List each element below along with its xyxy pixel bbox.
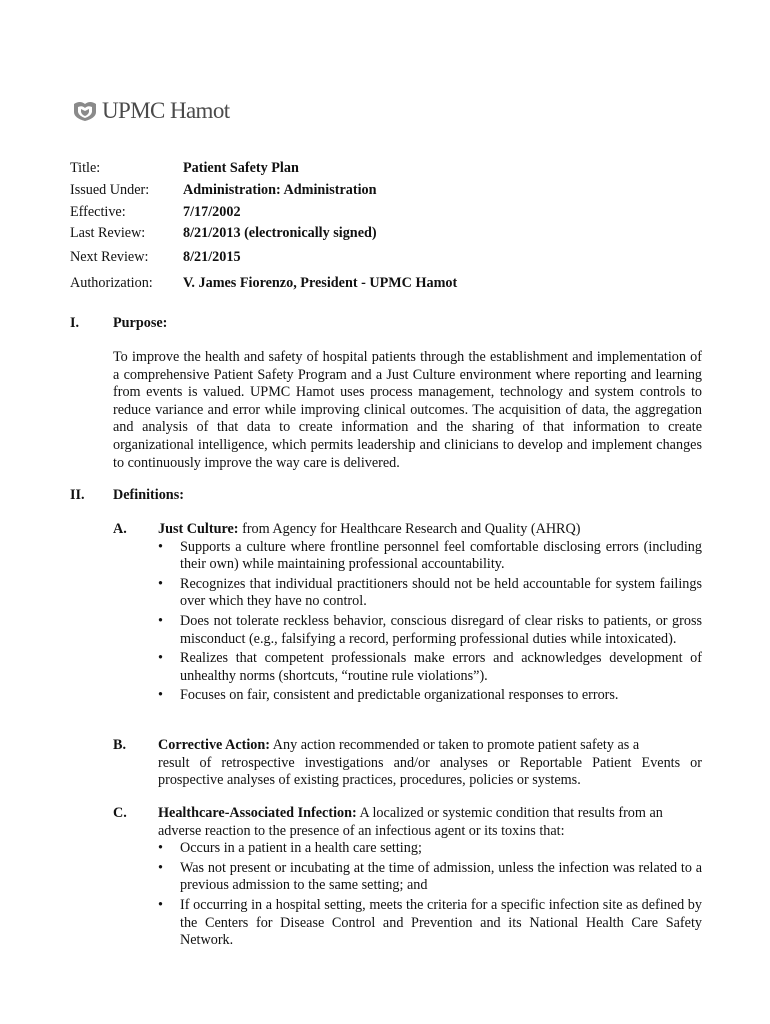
definition-just-culture: [113, 521, 702, 707]
list-item: [158, 687, 702, 705]
meta-value: Patient Safety Plan: [183, 160, 299, 176]
definition-letter: C.: [113, 805, 127, 821]
definition-letter: A.: [113, 521, 127, 537]
meta-label: Issued Under:: [70, 182, 150, 198]
list-item-text: Realizes that competent professionals make errors and acknowledges development of unhealthy norms (shortcuts, “routine rule violations”).: [180, 650, 702, 684]
bullet-icon: •: [158, 687, 163, 704]
bullet-icon: •: [158, 575, 163, 592]
purpose-paragraph: To improve the health and safety of hospital patients through the establishment and implementation of a comprehensive Patient Safety Program and a Just Culture environment where reporting and learning from events is valued. UPMC Hamot uses process management, technology and system controls to reduce variance and error while improving clinical outcomes. The acquisition of data, the aggregation and analysis of that data to create information and the sharing of that information to create organizational intelligence, which permits leadership and clinicians to develop and implement changes to continuously improve the way care is delivered.: [113, 349, 702, 471]
meta-issued-under: [70, 182, 670, 204]
list-item: [158, 840, 702, 858]
list-item-text: Supports a culture where frontline personnel feel comfortable disclosing errors (including their own) while maintaining professional accountability.: [180, 538, 702, 573]
logo-text: UPMC Hamot: [102, 98, 230, 124]
meta-next-review: [70, 249, 670, 275]
definition-heading: [113, 805, 702, 823]
logo: [72, 96, 230, 126]
meta-authorization: [70, 275, 670, 293]
list-item-text: Focuses on fair, consistent and predictable organizational responses to errors.: [180, 687, 619, 704]
list-item: [158, 897, 702, 950]
bullet-icon: •: [158, 840, 163, 857]
section-title: Purpose:: [113, 315, 168, 331]
bullet-icon: •: [158, 650, 163, 667]
definition-term: Corrective Action:: [158, 737, 271, 753]
meta-value: V. James Fiorenzo, President - UPMC Hamot: [183, 275, 458, 291]
definition-healthcare-associated-infection: [113, 805, 702, 952]
definition-corrective-action: [113, 737, 702, 790]
definition-lead-text: from Agency for Healthcare Research and Quality (AHRQ): [238, 521, 581, 537]
list-item-text: If occurring in a hospital setting, meets the criteria for a specific infection site as defined by the Centers for Disease Control and Prevention and its National Health Care Safety Network.: [180, 896, 702, 949]
bullet-icon: •: [158, 859, 163, 876]
bullet-icon: •: [158, 612, 163, 629]
meta-label: Last Review:: [70, 225, 146, 241]
definition-lead: [158, 737, 702, 755]
meta-value: 7/17/2002: [183, 204, 241, 220]
definition-lead-text: Any action recommended or taken to promote patient safety as a: [270, 737, 640, 753]
bullet-icon: •: [158, 538, 163, 555]
meta-value: Administration: Administration: [183, 182, 377, 198]
list-item: [158, 860, 702, 895]
bullet-list: [158, 840, 702, 950]
definition-letter: B.: [113, 737, 127, 753]
definition-term: Healthcare-Associated Infection:: [158, 805, 357, 821]
definition-heading: [113, 737, 702, 755]
meta-value: 8/21/2013 (electronically signed): [183, 225, 377, 241]
section-number: I.: [70, 315, 80, 331]
list-item-text: Does not tolerate reckless behavior, conscious disregard of clear risks to patients, or gross misconduct (e.g., falsifying a record, performing professional duties while intoxicated).: [180, 612, 702, 647]
meta-label: Effective:: [70, 204, 126, 220]
definition-text: result of retrospective investigations and/or analyses or Reportable Patient Events or prospective analyses of existing practices, procedures, policies or systems.: [158, 754, 702, 789]
meta-title: [70, 160, 670, 182]
meta-label: Title:: [70, 160, 101, 176]
list-item: [158, 576, 702, 611]
meta-effective: [70, 204, 670, 225]
list-item: [158, 613, 702, 648]
list-item: [158, 539, 702, 574]
definition-lead: [158, 805, 702, 823]
bullet-list: [158, 539, 702, 705]
definition-heading: [113, 521, 702, 539]
list-item: [158, 650, 702, 685]
definition-term: Just Culture:: [158, 521, 239, 537]
definition-lead-text: A localized or systemic condition that results from an: [356, 805, 663, 821]
definition-text: adverse reaction to the presence of an infectious agent or its toxins that:: [158, 822, 565, 839]
bullet-icon: •: [158, 896, 163, 913]
definition-lead: [158, 521, 702, 539]
section-definitions-heading: [70, 487, 184, 505]
list-item-text: Occurs in a patient in a health care setting;: [180, 840, 422, 857]
section-number: II.: [70, 487, 85, 503]
meta-label: Authorization:: [70, 275, 153, 291]
list-item-text: Was not present or incubating at the time of admission, unless the infection was related to a previous admission to the same setting; and: [180, 859, 702, 894]
section-purpose-heading: [70, 315, 167, 333]
meta-label: Next Review:: [70, 249, 149, 265]
upmc-shield-icon: [72, 100, 98, 122]
meta-last-review: [70, 225, 670, 249]
document-metadata: [70, 160, 670, 293]
meta-value: 8/21/2015: [183, 249, 241, 265]
list-item-text: Recognizes that individual practitioners should not be held accountable for system failings over which they have no control.: [180, 575, 702, 610]
section-title: Definitions:: [113, 487, 184, 503]
